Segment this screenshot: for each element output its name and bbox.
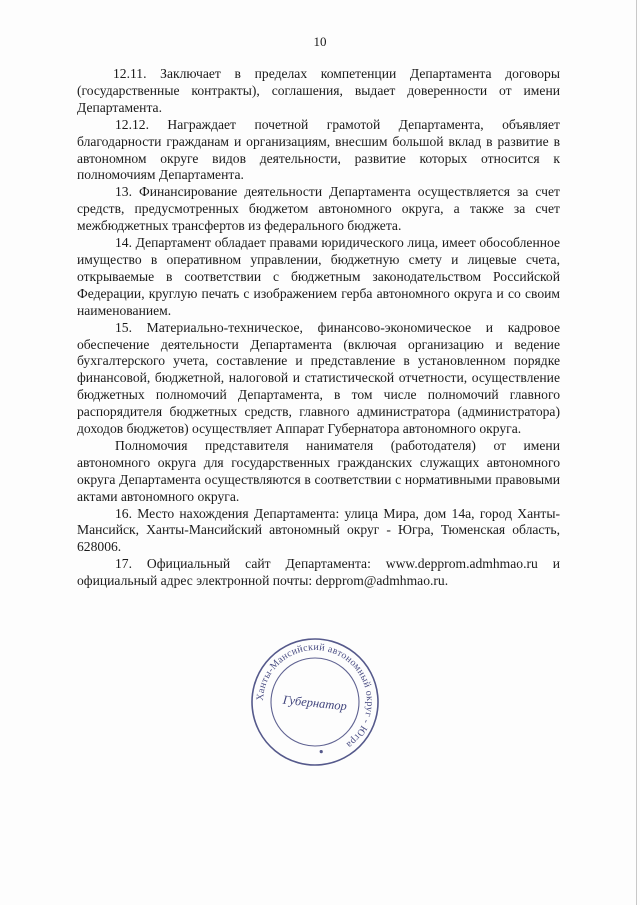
paragraph-12-12: 12.12. Награждает почетной грамотой Департамента, объявляет благодарности гражданам и организациям, внесшим большой вклад в развитие в автономном округе видов деятельности, развитие которых относится к полномочиям Департамента. <box>77 116 560 183</box>
paragraph-15-employer: Полномочия представителя нанимателя (работодателя) от имени автономного округа для государственных гражданских служащих автономного округа Департамента осуществляются в соответствии с нормативными правовыми актами автономного округа. <box>77 437 560 504</box>
paragraph-13: 13. Финансирование деятельности Департамента осуществляется за счет средств, предусмотренных бюджетом автономного округа, а также за счет межбюджетных трансфертов из федерального бюджета. <box>77 184 560 234</box>
governor-seal-stamp <box>249 636 381 768</box>
stamp-dot <box>319 750 323 754</box>
paragraph-15: 15. Материально-техническое, финансово-экономическое и кадровое обеспечение деятельности Департамента (включая организацию и ведение бухгалтерского учета, составление и представление в установленном порядке финансовой, бюджетной, налоговой и статистической отчетности, осуществление бюджетных полномочий Департамента, в том числе полномочий главного распорядителя бюджетных средств, главного администратора (администратора) доходов бюджетов) осуществляет Аппарат Губернатора автономного округа. <box>77 319 560 437</box>
stamp-center-text: Губернатор <box>282 692 348 714</box>
paragraph-16: 16. Место нахождения Департамента: улица Мира, дом 14а, город Ханты-Мансийск, Ханты-Мансийский автономный округ - Югра, Тюменская область, 628006. <box>77 505 560 555</box>
document-body <box>77 66 560 590</box>
scan-edge-line <box>636 0 637 905</box>
paragraph-12-11: 12.11. Заключает в пределах компетенции Департамента договоры (государственные контракты), соглашения, выдает доверенности от имени Департамента. <box>77 66 560 115</box>
page-number: 10 <box>313 34 327 49</box>
stamp-ring-text: Ханты-Мансийский автономный округ - Югра <box>254 641 376 751</box>
paragraph-17: 17. Официальный сайт Департамента: www.depprom.admhmao.ru и официальный адрес электронной почты: depprom@admhmao.ru. <box>77 556 560 589</box>
paragraph-14: 14. Департамент обладает правами юридического лица, имеет обособленное имущество в оперативном управлении, бюджетную смету и лицевые счета, открываемые в соответствии с бюджетным законодательством Российской Федерации, круглую печать с изображением герба автономного округа и со своим наименованием. <box>77 235 560 318</box>
